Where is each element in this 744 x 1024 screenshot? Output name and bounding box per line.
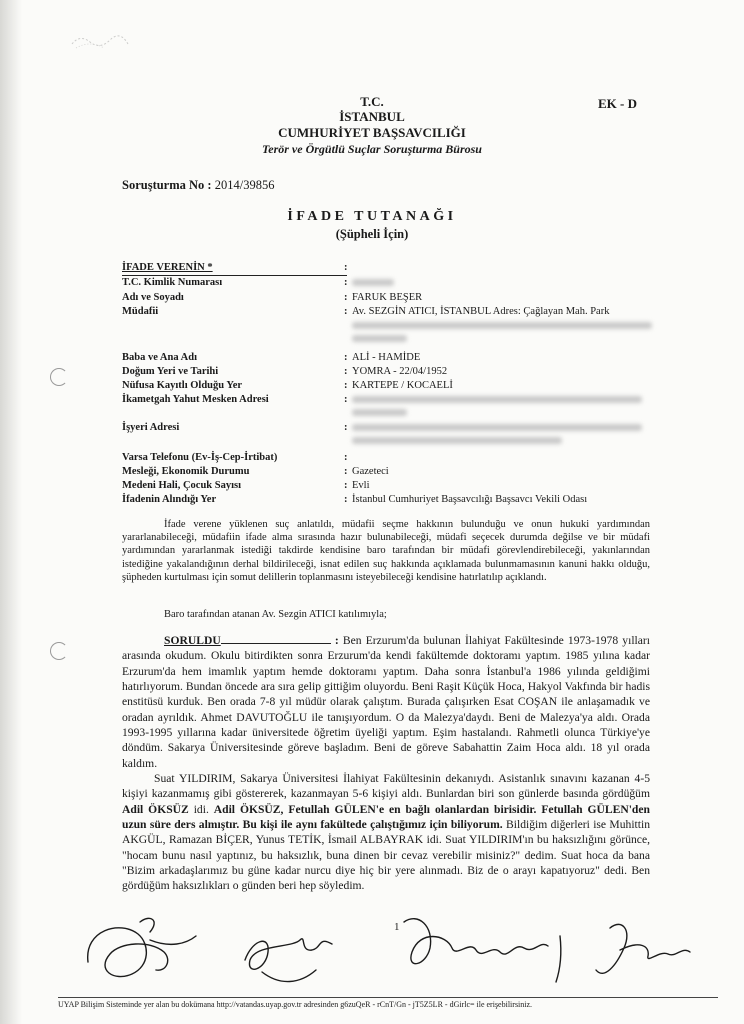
field-adi-soyadi: Adı ve Soyadı : FARUK BEŞER bbox=[122, 292, 423, 303]
field-telefon: Varsa Telefonu (Ev-İş-Cep-İrtibat) : bbox=[122, 452, 348, 463]
field-medeni: Medeni Hali, Çocuk Sayısı : Evli bbox=[122, 480, 370, 491]
field-mudafii: Müdafii : Av. SEZGİN ATICI, İSTANBUL Adres: Çağlayan Mah. Park bbox=[122, 306, 610, 317]
question-label: SORULDU bbox=[164, 634, 221, 647]
header-bureau: Terör ve Örgütlü Suçlar Soruşturma Bürosu bbox=[262, 142, 482, 156]
header-office: CUMHURİYET BAŞSAVCILIĞI bbox=[278, 125, 466, 140]
field-meslek: Mesleği, Ekonomik Durumu : Gazeteci bbox=[122, 466, 389, 477]
field-alindigi: İfadenin Alındığı Yer : İstanbul Cumhuriyet Başsavcılığı Başsavcı Vekili Odası bbox=[122, 494, 588, 505]
punch-hole bbox=[50, 642, 68, 660]
field-baba-ana: Baba ve Ana Adı : ALİ - HAMİDE bbox=[122, 352, 421, 363]
page-number: 1 bbox=[394, 921, 400, 933]
rights-paragraph: İfade verene yüklenen suç anlatıldı, müdafii seçme hakkının bulunduğu ve onun hukuki yardımından yararlanabileceği, müdafiin ifade alma sırasında hazır bulunabileceği, müdafi seçecek durumda değilse ve bir müdafi yardımından yararlanmak istediği takdirde kendisine baro tarafından bir müdafi görevlendirebileceği, yakınlarından istediğine yakalandığının derhal bildirileceği, isnat edilen suç hakkında açıklamada bulunmamasının kanuni hakkı olduğu, şüpheden kurtulması için somut delillerin toplanmasını isteyebileceği kendisine hatırlatılıp açıklandı. bbox=[122, 519, 650, 583]
header-tc: T.C. bbox=[360, 94, 384, 109]
statement-paragraph: Suat YILDIRIM, Sakarya Üniversitesi İlahiyat Fakültesinin dekanıydı. Asistanlık sınavını kazanan 4-5 kişiyi kazanmamış gibi göstererek, kazanmayan 5-6 kişiyi aldı. Bunlardan biri son günlerde basında gördüğüm Adil ÖKSÜZ idi. Adil ÖKSÜZ, Fetullah GÜLEN'e en bağlı olanlardan birisidir. Fetullah GÜLEN'den uzun süre ders almıştır. Bu kişi ile aynı fakültede çalıştığımız için biliyorum. Bildiğim diğerleri ise Muhittin AKGÜL, Ramazan BİÇER, Yunus TETİK, İsmail ALBAYRAK idi. Suat YILDIRIM'ın bu haksızlığını görünce, "hocam bunu nasıl yaptınız, bu haksızlık, buna dinen bir cevaz verebilir misiniz?" dedim. Suat hoca da bana "Bizim arkadaşlarımız bu güne kadar nurcu diye hiç bir yere alınmadı. Biz de o arayı kapatıyoruz" dedi. Ben gördüğüm haksızlıkları o günden beri hep söyledim. bbox=[122, 772, 650, 893]
annex-label: EK - D bbox=[598, 96, 637, 111]
case-number: Soruşturma No : 2014/39856 bbox=[122, 178, 275, 192]
question-paragraph: SORULDU : Ben Erzurum'da bulunan İlahiyat Fakültesinde 1973-1978 yılları arasında okudum. Okulu bitirdikten sonra Erzurum'da kendi fakültemde doktoramı yaptım. 1985 yılına kadar Erzurum'da hem imamlık yaptım hemde doktoramı yaptım. Daha sonra İstanbul'a 1986 yılında geldiğimi hatırlıyorum. Bundan öncede ara sıra gelip gittiğim oluyordu. Beni Raşit Küçük Hoca, Hakyol Vakfında bir hadis enstitüsü kurduk. Ben orada 7-8 yıl müdür olarak çalıştım. Burada çalışırken Esat COŞAN ile anlaşamadık ve oradan ayrıldık. Ahmet DAVUTOĞLU ile tanışıyordum. O da Malezya'daydı. Beni de Malezya'ya aldı. Orada 1993-1995 yıllarına kadar üniversitede öğretim üyeliği yaptım. Eşim hastalandı. Rahmetli olunca Türkiye'ye döndüm. Sakarya Üniversitesinde göreve başladım. Beni de göreve Sabahattin Zaim Hoca aldı. 18 yıl orada kaldım. bbox=[122, 634, 650, 770]
doc-subtitle: (Şüpheli İçin) bbox=[335, 227, 409, 241]
field-nufus: Nüfusa Kayıtlı Olduğu Yer : KARTEPE / KOCAELİ bbox=[122, 380, 453, 391]
divider bbox=[122, 275, 347, 276]
field-ikametgah: İkametgah Yahut Mesken Adresi : bbox=[122, 394, 269, 405]
scan-smudge bbox=[70, 30, 130, 54]
signatures bbox=[0, 900, 744, 995]
footer-uyap: UYAP Bilişim Sisteminde yer alan bu dokümana http://vatandas.uyap.gov.tr adresinden g6zuQeR - rCnT/Gn - jT5Z5LR - dGirlc= ile erişebilirsiniz. bbox=[58, 997, 718, 1009]
baro-paragraph: Baro tarafından atanan Av. Sezgin ATICI katılımıyla; bbox=[164, 609, 387, 620]
field-tc-kimlik: T.C. Kimlik Numarası : bbox=[122, 277, 222, 288]
doc-title: İFADE TUTANAĞI bbox=[287, 209, 457, 224]
punch-hole bbox=[50, 368, 68, 386]
field-dogum: Doğum Yeri ve Tarihi : YOMRA - 22/04/1952 bbox=[122, 366, 448, 377]
header-city: İSTANBUL bbox=[339, 109, 405, 124]
field-isyeri: İşyeri Adresi : bbox=[122, 422, 179, 433]
field-ifade-veren: İFADE VERENİN * : bbox=[122, 262, 348, 273]
